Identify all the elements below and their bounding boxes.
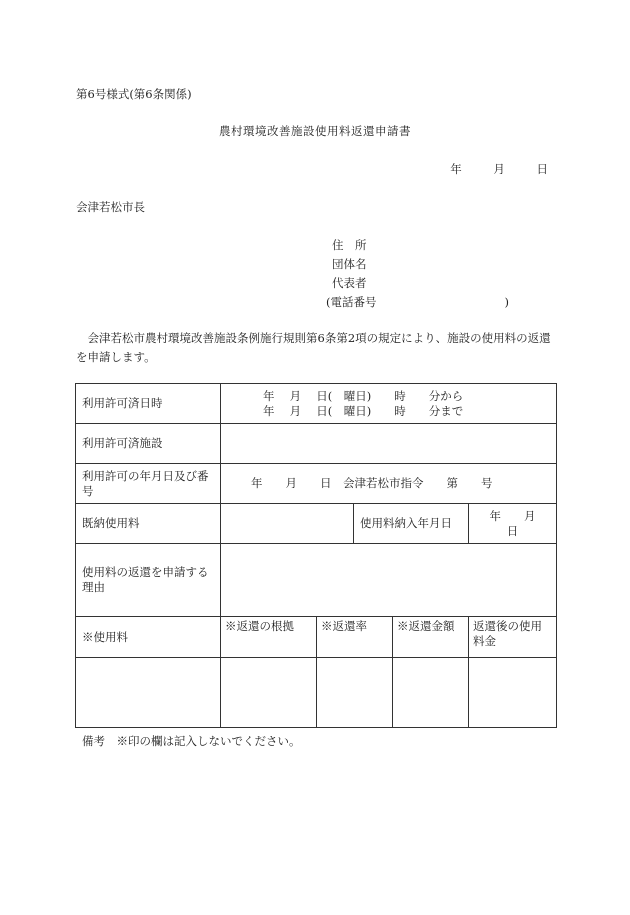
table-row [76,504,557,544]
applicant-phone-label: (電話番号 [326,295,377,309]
permit-date-number-label: 利用許可の年月日及び番号 [76,464,221,504]
applicant-representative-label: 代表者 [332,276,367,290]
date-day: 日 [536,162,548,176]
paid-fee-value[interactable] [221,504,354,544]
table-row [76,658,557,728]
permit-datetime-label: 利用許可済日時 [76,384,221,424]
fee-value[interactable] [76,658,221,728]
application-date [450,161,548,177]
table-row [76,384,557,424]
fee-after-refund-value[interactable] [469,658,557,728]
refund-basis-header: ※返還の根拠 [221,617,317,658]
permit-facility-value[interactable] [221,424,557,464]
remark-note: 備考 ※印の欄は記入しないでください。 [82,734,301,748]
body-text: 会津若松市農村環境改善施設条例施行規則第6条第2項の規定により、施設の使用料の返還を申請します。 [76,331,551,364]
date-month: 月 [493,162,505,176]
fee-label: ※使用料 [76,617,221,658]
permit-datetime-to: 年 月 日( 曜日) 時 分まで [263,403,464,418]
addressee: 会津若松市長 [76,200,145,214]
permit-facility-label: 利用許可済施設 [76,424,221,464]
refund-rate-value[interactable] [317,658,393,728]
refund-amount-header: ※返還金額 [393,617,469,658]
paid-fee-label: 既納使用料 [76,504,221,544]
form-number: 第6号様式(第6条関係) [76,87,192,101]
payment-date-label: 使用料納入年月日 [354,504,469,544]
table-row [76,424,557,464]
permit-date-number-value[interactable]: 年 月 日 会津若松市指令 第 号 [221,464,557,504]
applicant-group-label: 団体名 [332,257,367,271]
table-row [76,544,557,617]
application-table [75,383,557,728]
fee-after-refund-header: 返還後の使用料金 [469,617,557,658]
permit-datetime-from: 年 月 日( 曜日) 時 分から [263,388,464,403]
table-row [76,617,557,658]
applicant-phone-close: ) [504,295,509,309]
reason-value[interactable] [221,544,557,617]
applicant-phone-line [326,293,509,312]
payment-date-value[interactable]: 年 月 日 [469,504,557,544]
table-row [76,464,557,504]
permit-datetime-value[interactable] [221,384,557,424]
applicant-block [326,236,509,312]
applicant-address-label: 住 所 [332,238,367,252]
refund-amount-value[interactable] [393,658,469,728]
date-year: 年 [450,162,462,176]
document-title: 農村環境改善施設使用料返還申請書 [219,124,411,138]
refund-rate-header: ※返還率 [317,617,393,658]
reason-label: 使用料の返還を申請する理由 [76,544,221,617]
refund-basis-value[interactable] [221,658,317,728]
